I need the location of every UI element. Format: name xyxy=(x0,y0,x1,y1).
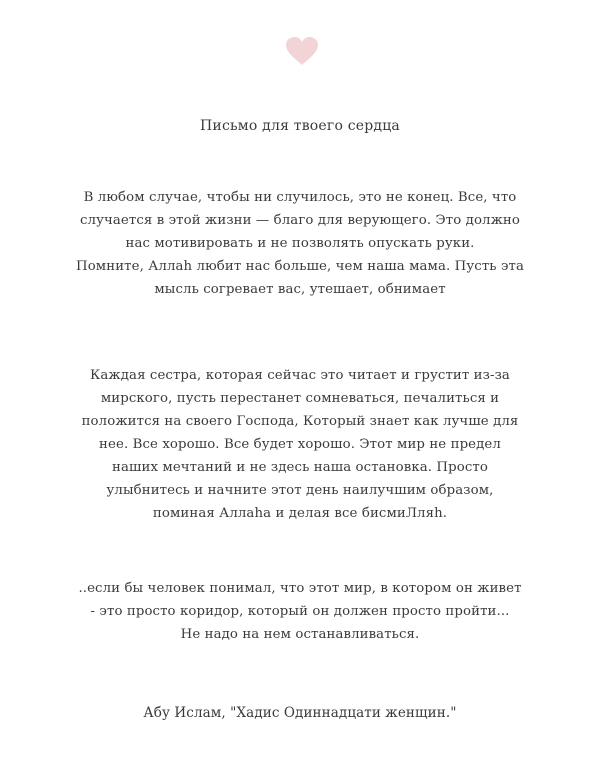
paragraph-line: случается в этой жизни — благо для верующего. Это должно xyxy=(79,213,520,228)
paragraph-line: улыбнитесь и начните этот день наилучшим образом, xyxy=(106,483,494,498)
paragraph-line: нее. Все хорошо. Все будет хорошо. Этот мир не предел xyxy=(99,437,501,452)
paragraph-3 xyxy=(25,577,575,646)
paragraph-line: наших мечтаний и не здесь наша остановка. Просто xyxy=(112,460,488,475)
paragraph-line: - это просто коридор, который он должен просто пройти... xyxy=(90,604,510,619)
signature: Абу Ислам, "Хадис Одиннадцати женщин." xyxy=(143,705,457,721)
paragraph-line: положится на своего Господа, Который знает как лучше для xyxy=(81,414,519,429)
heart-shape xyxy=(286,37,318,65)
paragraph-2 xyxy=(25,364,575,525)
paragraph-1 xyxy=(25,186,575,301)
paragraph-line: нас мотивировать и не позволять опускать руки. xyxy=(125,236,475,251)
paragraph-line: Каждая сестра, которая сейчас это читает и грустит из-за xyxy=(90,368,510,383)
paragraph-line: Помните, Аллаһ любит нас больше, чем наша мама. Пусть эта xyxy=(76,259,524,274)
heart-icon xyxy=(285,36,319,66)
letter-title: Письмо для твоего сердца xyxy=(200,118,400,134)
paragraph-line: мысль согревает вас, утешает, обнимает xyxy=(154,282,446,297)
paragraph-line: В любом случае, чтобы ни случилось, это не конец. Все, что xyxy=(83,190,517,205)
paragraph-line: мирского, пусть перестанет сомневаться, печалиться и xyxy=(100,391,500,406)
paragraph-line: поминая Аллаһа и делая все бисмиЛляһ. xyxy=(152,506,448,521)
paragraph-line: ..если бы человек понимал, что этот мир, в котором он живет xyxy=(78,581,522,596)
paragraph-line: Не надо на нем останавливаться. xyxy=(180,627,420,642)
